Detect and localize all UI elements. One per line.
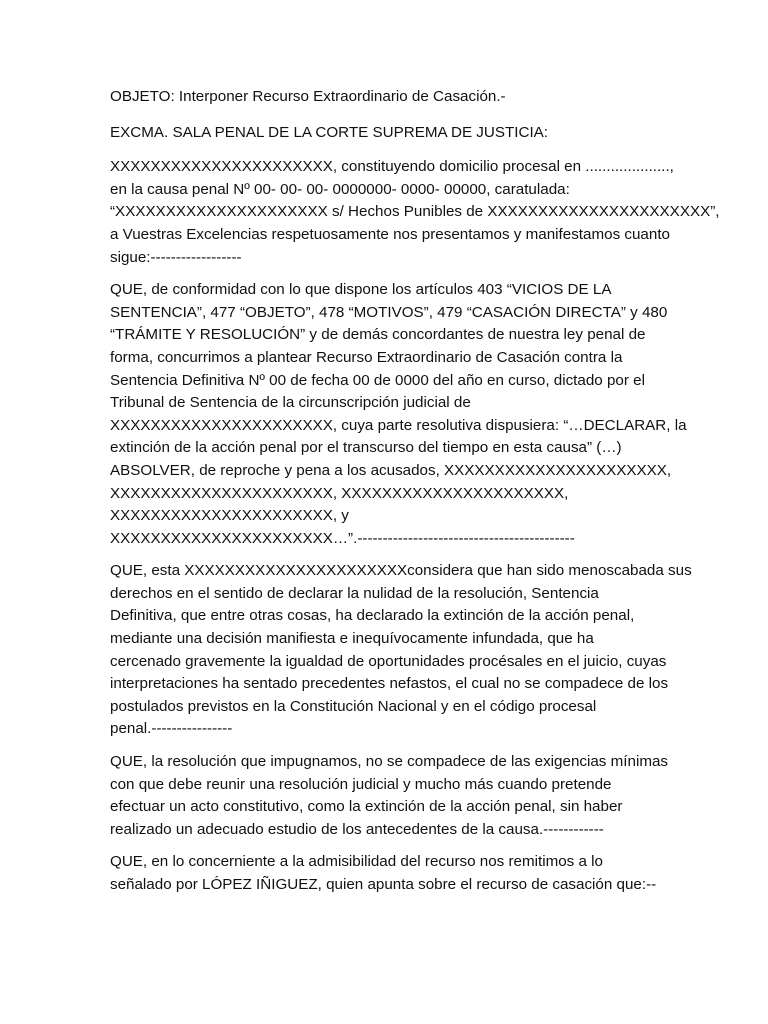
addressee-heading xyxy=(110,122,725,145)
text-line: XXXXXXXXXXXXXXXXXXXXXX, XXXXXXXXXXXXXXXXXXXXXX, xyxy=(110,484,569,502)
text-line: “XXXXXXXXXXXXXXXXXXXXX s/ Hechos Punibles de XXXXXXXXXXXXXXXXXXXXXX”, xyxy=(110,203,720,221)
text-line: QUE, la resolución que impugnamos, no se compadece de las exigencias mínimas xyxy=(110,753,669,771)
document-page xyxy=(110,86,725,907)
text-line: XXXXXXXXXXXXXXXXXXXXXX, cuya parte resolutiva dispusiera: “…DECLARAR, la xyxy=(110,416,687,434)
text-line: interpretaciones ha sentado precedentes nefastos, el cual no se compadece de los xyxy=(110,675,669,693)
text-line: penal.---------------- xyxy=(110,720,233,738)
text-line: mediante una decisión manifiesta e inequívocamente infundada, que ha xyxy=(110,630,594,648)
text-line: “TRÁMITE Y RESOLUCIÓN” y de demás concordantes de nuestra ley penal de xyxy=(110,326,646,344)
text-line: realizado un adecuado estudio de los antecedentes de la causa.------------ xyxy=(110,820,604,838)
paragraph-resolution xyxy=(110,751,725,841)
text-line: en la causa penal Nº 00- 00- 00- 0000000- 0000- 00000, caratulada: xyxy=(110,180,570,198)
text-line: XXXXXXXXXXXXXXXXXXXXXX, y xyxy=(110,507,349,525)
text-line: con que debe reunir una resolución judicial y mucho más cuando pretende xyxy=(110,775,612,793)
text-line: Sentencia Definitiva Nº 00 de fecha 00 de 0000 del año en curso, dictado por el xyxy=(110,371,645,389)
text-line: QUE, de conformidad con lo que dispone los artículos 403 “VICIOS DE LA xyxy=(110,281,612,299)
paragraph-articles xyxy=(110,279,725,550)
text-line: QUE, en lo concerniente a la admisibilidad del recurso nos remitimos a lo xyxy=(110,853,603,871)
paragraph-presentation xyxy=(110,156,725,269)
text-line: a Vuestras Excelencias respetuosamente nos presentamos y manifestamos cuanto xyxy=(110,225,670,243)
addressee-line: EXCMA. SALA PENAL DE LA CORTE SUPREMA DE JUSTICIA: xyxy=(110,123,549,141)
objeto-line: OBJETO: Interponer Recurso Extraordinario de Casación.- xyxy=(110,88,506,105)
text-line: XXXXXXXXXXXXXXXXXXXXXX, constituyendo domicilio procesal en ...................., xyxy=(110,158,674,176)
text-line: QUE, esta XXXXXXXXXXXXXXXXXXXXXXconsidera que han sido menoscabada sus xyxy=(110,562,692,580)
text-line: efectuar un acto constitutivo, como la extinción de la acción penal, sin haber xyxy=(110,798,623,816)
text-line: postulados previstos en la Constitución Nacional y en el código procesal xyxy=(110,697,597,715)
text-line: derechos en el sentido de declarar la nulidad de la resolución, Sentencia xyxy=(110,584,599,602)
text-line: XXXXXXXXXXXXXXXXXXXXXX…”.------------------------------------------- xyxy=(110,529,575,547)
text-line: Definitiva, que entre otras cosas, ha declarado la extinción de la acción penal, xyxy=(110,607,635,625)
text-line: SENTENCIA”, 477 “OBJETO”, 478 “MOTIVOS”, 479 “CASACIÓN DIRECTA” y 480 xyxy=(110,303,668,321)
paragraph-admissibility xyxy=(110,851,725,896)
text-line: forma, concurrimos a plantear Recurso Extraordinario de Casación contra la xyxy=(110,348,623,366)
text-line: cercenado gravemente la igualdad de oportunidades procésales en el juicio, cuyas xyxy=(110,652,667,670)
text-line: señalado por LÓPEZ IÑIGUEZ, quien apunta sobre el recurso de casación que:-- xyxy=(110,876,657,893)
paragraph-grievance xyxy=(110,560,725,741)
text-line: Tribunal de Sentencia de la circunscripción judicial de xyxy=(110,394,471,412)
text-line: ABSOLVER, de reproche y pena a los acusados, XXXXXXXXXXXXXXXXXXXXXX, xyxy=(110,461,672,479)
text-line: extinción de la acción penal por el transcurso del tiempo en esta causa” (…) xyxy=(110,439,622,457)
text-line: sigue:------------------ xyxy=(110,248,242,266)
objeto-heading xyxy=(110,86,725,109)
